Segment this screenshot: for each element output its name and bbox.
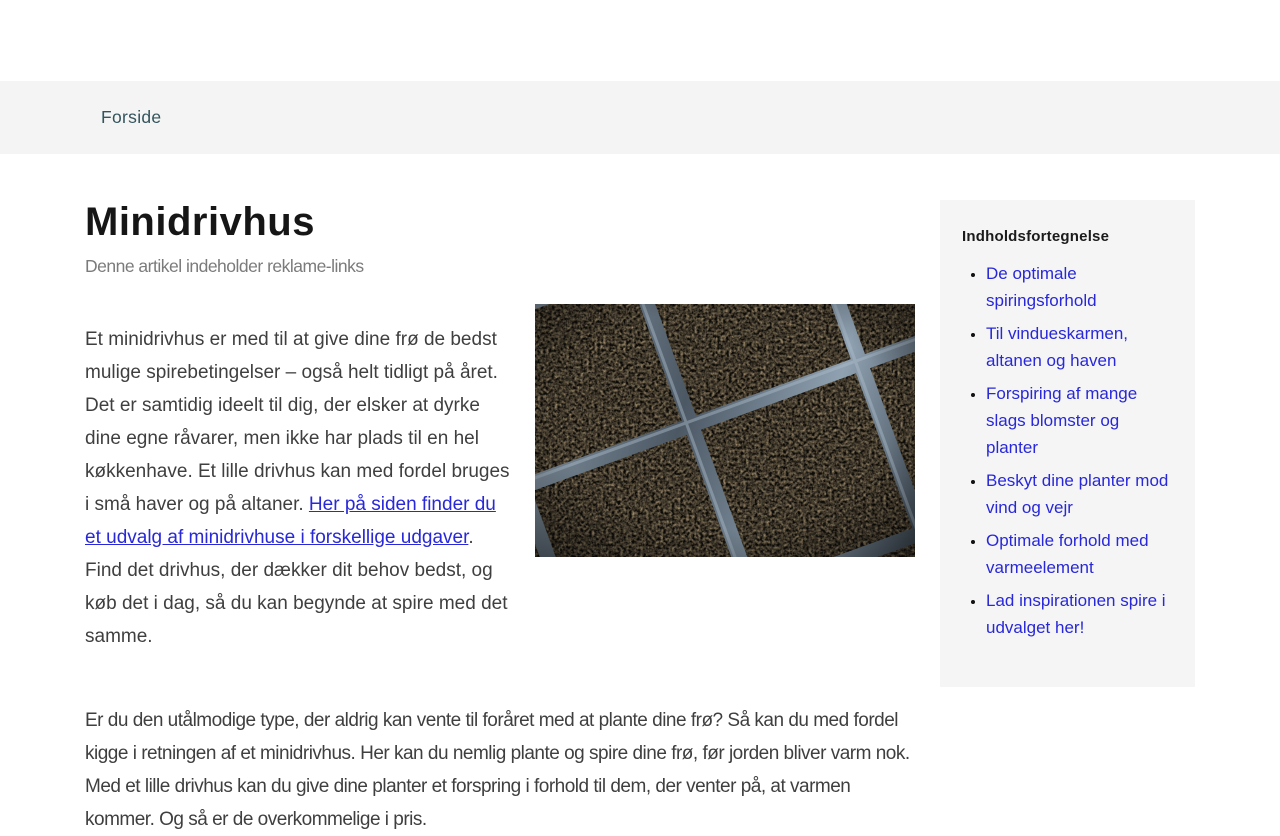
toc-heading: Indholdsfortegnelse [962,228,1110,245]
seed-tray-photo [535,304,915,557]
article [85,200,910,836]
toc-link-vindueskarmen[interactable]: Til vindueskarmen, altanen og haven [986,324,1129,370]
main-navigation [0,81,1280,154]
toc-link-varmeelement[interactable]: Optimale forhold med varmeelement [986,531,1149,577]
toc-item [986,260,1173,314]
closing-paragraph: Er du den utålmodige type, der aldrig kan vente til foråret med at plante dine frø? Så kan du med fordel kigge i retningen af et minidrivhus. Her kan du nemlig plante og spire dine frø, før jorden bliver varm nok. Med et lille drivhus kan du give dine planter et forspring i forhold til dem, der venter på, at varmen kommer. Og så er de overkommelige i pris. [85,710,910,830]
table-of-contents [940,200,1195,687]
toc-link-spiringsforhold[interactable]: De optimale spiringsforhold [986,264,1097,310]
toc-link-inspiration[interactable]: Lad inspirationen spire i udvalget her! [986,591,1166,637]
toc-item [986,467,1173,521]
toc-link-forspiring[interactable]: Forspiring af mange slags blomster og planter [986,384,1138,457]
ad-disclosure-text: Denne artikel indeholder reklame-links [85,256,364,276]
intro-section [85,304,910,672]
minidrivhus-selection-link[interactable]: Her på siden finder du et udvalg af minidrivhuse i forskellige udgaver [85,494,496,548]
toc-item [986,527,1173,581]
intro-text-after: . Find det drivhus, der dækker dit behov bedst, og køb det i dag, så du kan begynde at spire med det samme. [85,527,508,647]
nav-item-forside[interactable]: Forside [101,107,162,127]
site-header [0,0,1280,81]
toc-item [986,380,1173,461]
page-title: Minidrivhus [85,200,315,244]
toc-item [986,320,1173,374]
intro-paragraph [85,323,510,653]
intro-text-before: Et minidrivhus er med til at give dine frø de bedst mulige spirebetingelser – også helt tidligt på året. Det er samtidig ideelt til dig, der elsker at dyrke dine egne råvarer, men ikke har plads til en hel køkkenhave. Et lille drivhus kan med fordel bruges i små haver og på altaner. [85,329,510,515]
page-content [85,154,1195,836]
toc-link-beskyt-planter[interactable]: Beskyt dine planter mod vind og vejr [986,471,1169,517]
toc-item [986,587,1173,641]
toc-list [962,260,1173,641]
